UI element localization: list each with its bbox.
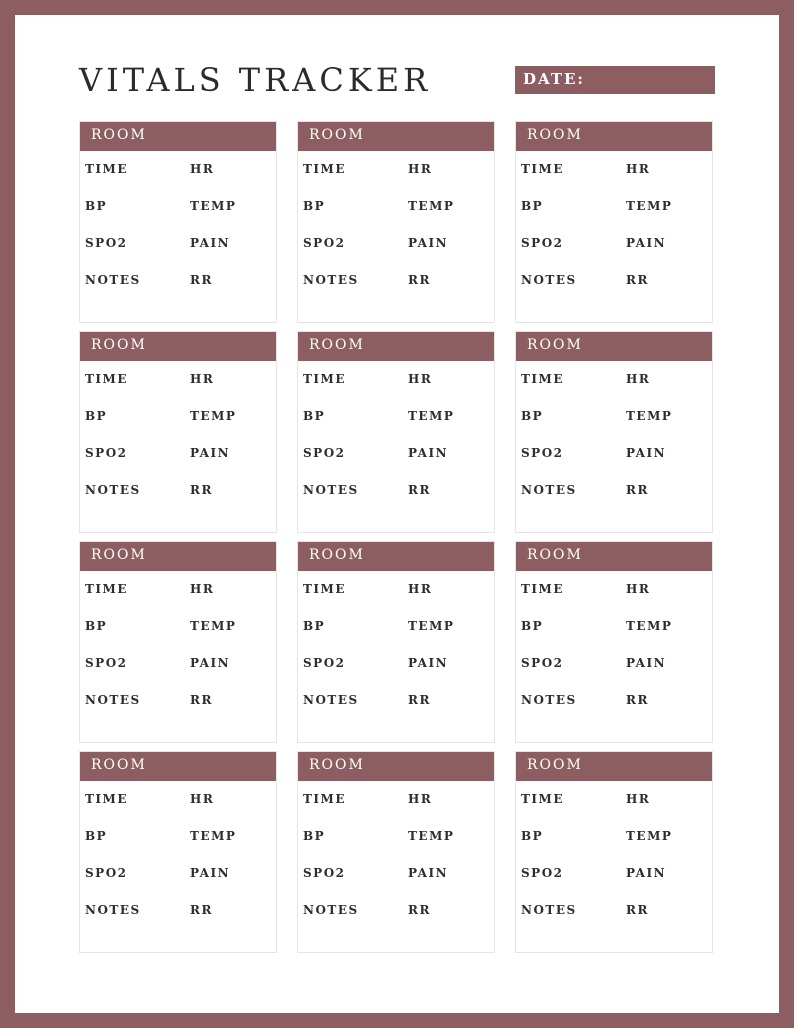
room-label: ROOM: [527, 547, 583, 563]
rr-label: RR: [190, 903, 213, 917]
rr-label: RR: [626, 273, 649, 287]
temp-label: TEMP: [408, 829, 455, 843]
rr-label: RR: [626, 483, 649, 497]
hr-label: HR: [408, 582, 433, 596]
temp-label: TEMP: [626, 829, 673, 843]
bp-label: BP: [303, 829, 326, 843]
pain-label: PAIN: [190, 866, 231, 880]
notes-label: NOTES: [521, 273, 577, 287]
bp-label: BP: [521, 199, 544, 213]
room-card-header: [298, 542, 494, 571]
room-label: ROOM: [527, 757, 583, 773]
time-label: TIME: [85, 162, 128, 176]
room-card[interactable]: [297, 541, 495, 743]
rr-label: RR: [408, 693, 431, 707]
temp-label: TEMP: [190, 409, 237, 423]
spo2-label: SPO2: [85, 236, 128, 250]
temp-label: TEMP: [190, 619, 237, 633]
hr-label: HR: [626, 792, 651, 806]
spo2-label: SPO2: [303, 446, 346, 460]
room-card[interactable]: [515, 751, 713, 953]
notes-label: NOTES: [303, 903, 359, 917]
spo2-label: SPO2: [85, 866, 128, 880]
page-title: VITALS TRACKER: [79, 61, 432, 99]
temp-label: TEMP: [408, 619, 455, 633]
room-card-header: [516, 122, 712, 151]
temp-label: TEMP: [626, 619, 673, 633]
room-card[interactable]: [297, 121, 495, 323]
bp-label: BP: [303, 409, 326, 423]
room-label: ROOM: [309, 547, 365, 563]
hr-label: HR: [408, 792, 433, 806]
bp-label: BP: [303, 199, 326, 213]
room-card-header: [80, 542, 276, 571]
notes-label: NOTES: [85, 273, 141, 287]
temp-label: TEMP: [408, 199, 455, 213]
room-card-header: [80, 122, 276, 151]
bp-label: BP: [85, 199, 108, 213]
hr-label: HR: [190, 582, 215, 596]
tracker-page: [15, 15, 779, 1013]
room-label: ROOM: [91, 757, 147, 773]
notes-label: NOTES: [303, 273, 359, 287]
rr-label: RR: [408, 903, 431, 917]
bp-label: BP: [521, 409, 544, 423]
room-card-header: [298, 122, 494, 151]
rr-label: RR: [626, 693, 649, 707]
time-label: TIME: [85, 372, 128, 386]
hr-label: HR: [626, 162, 651, 176]
time-label: TIME: [521, 792, 564, 806]
spo2-label: SPO2: [303, 656, 346, 670]
spo2-label: SPO2: [521, 446, 564, 460]
date-field[interactable]: [515, 66, 715, 94]
room-card-header: [516, 752, 712, 781]
room-label: ROOM: [527, 337, 583, 353]
notes-label: NOTES: [303, 693, 359, 707]
room-card[interactable]: [79, 121, 277, 323]
room-card-header: [80, 752, 276, 781]
hr-label: HR: [190, 792, 215, 806]
room-card[interactable]: [79, 541, 277, 743]
pain-label: PAIN: [408, 236, 449, 250]
pain-label: PAIN: [626, 866, 667, 880]
room-card-header: [516, 332, 712, 361]
room-card[interactable]: [515, 121, 713, 323]
room-card[interactable]: [297, 331, 495, 533]
temp-label: TEMP: [190, 199, 237, 213]
pain-label: PAIN: [190, 656, 231, 670]
time-label: TIME: [303, 582, 346, 596]
pain-label: PAIN: [626, 446, 667, 460]
room-label: ROOM: [91, 547, 147, 563]
pain-label: PAIN: [626, 656, 667, 670]
room-card[interactable]: [297, 751, 495, 953]
room-card-header: [298, 752, 494, 781]
hr-label: HR: [408, 162, 433, 176]
spo2-label: SPO2: [521, 236, 564, 250]
room-card[interactable]: [79, 751, 277, 953]
hr-label: HR: [408, 372, 433, 386]
notes-label: NOTES: [521, 693, 577, 707]
pain-label: PAIN: [190, 236, 231, 250]
bp-label: BP: [303, 619, 326, 633]
rr-label: RR: [408, 483, 431, 497]
pain-label: PAIN: [190, 446, 231, 460]
spo2-label: SPO2: [521, 866, 564, 880]
notes-label: NOTES: [521, 903, 577, 917]
pain-label: PAIN: [408, 446, 449, 460]
rr-label: RR: [408, 273, 431, 287]
notes-label: NOTES: [521, 483, 577, 497]
room-label: ROOM: [309, 757, 365, 773]
room-label: ROOM: [309, 337, 365, 353]
spo2-label: SPO2: [303, 866, 346, 880]
time-label: TIME: [303, 162, 346, 176]
room-label: ROOM: [91, 127, 147, 143]
time-label: TIME: [303, 372, 346, 386]
time-label: TIME: [521, 162, 564, 176]
notes-label: NOTES: [85, 483, 141, 497]
bp-label: BP: [521, 829, 544, 843]
room-label: ROOM: [91, 337, 147, 353]
hr-label: HR: [626, 372, 651, 386]
time-label: TIME: [85, 792, 128, 806]
notes-label: NOTES: [85, 903, 141, 917]
temp-label: TEMP: [626, 199, 673, 213]
temp-label: TEMP: [190, 829, 237, 843]
spo2-label: SPO2: [85, 656, 128, 670]
room-label: ROOM: [309, 127, 365, 143]
bp-label: BP: [85, 409, 108, 423]
rr-label: RR: [190, 273, 213, 287]
bp-label: BP: [85, 619, 108, 633]
time-label: TIME: [521, 372, 564, 386]
notes-label: NOTES: [85, 693, 141, 707]
bp-label: BP: [85, 829, 108, 843]
spo2-label: SPO2: [521, 656, 564, 670]
room-card-header: [298, 332, 494, 361]
date-label: DATE:: [523, 70, 585, 88]
room-card[interactable]: [79, 331, 277, 533]
spo2-label: SPO2: [85, 446, 128, 460]
room-card-header: [80, 332, 276, 361]
temp-label: TEMP: [408, 409, 455, 423]
room-card[interactable]: [515, 541, 713, 743]
room-card-header: [516, 542, 712, 571]
hr-label: HR: [190, 162, 215, 176]
pain-label: PAIN: [408, 656, 449, 670]
hr-label: HR: [190, 372, 215, 386]
time-label: TIME: [521, 582, 564, 596]
room-label: ROOM: [527, 127, 583, 143]
pain-label: PAIN: [408, 866, 449, 880]
bp-label: BP: [521, 619, 544, 633]
hr-label: HR: [626, 582, 651, 596]
notes-label: NOTES: [303, 483, 359, 497]
spo2-label: SPO2: [303, 236, 346, 250]
rr-label: RR: [626, 903, 649, 917]
room-card[interactable]: [515, 331, 713, 533]
temp-label: TEMP: [626, 409, 673, 423]
pain-label: PAIN: [626, 236, 667, 250]
rr-label: RR: [190, 693, 213, 707]
time-label: TIME: [85, 582, 128, 596]
time-label: TIME: [303, 792, 346, 806]
rr-label: RR: [190, 483, 213, 497]
